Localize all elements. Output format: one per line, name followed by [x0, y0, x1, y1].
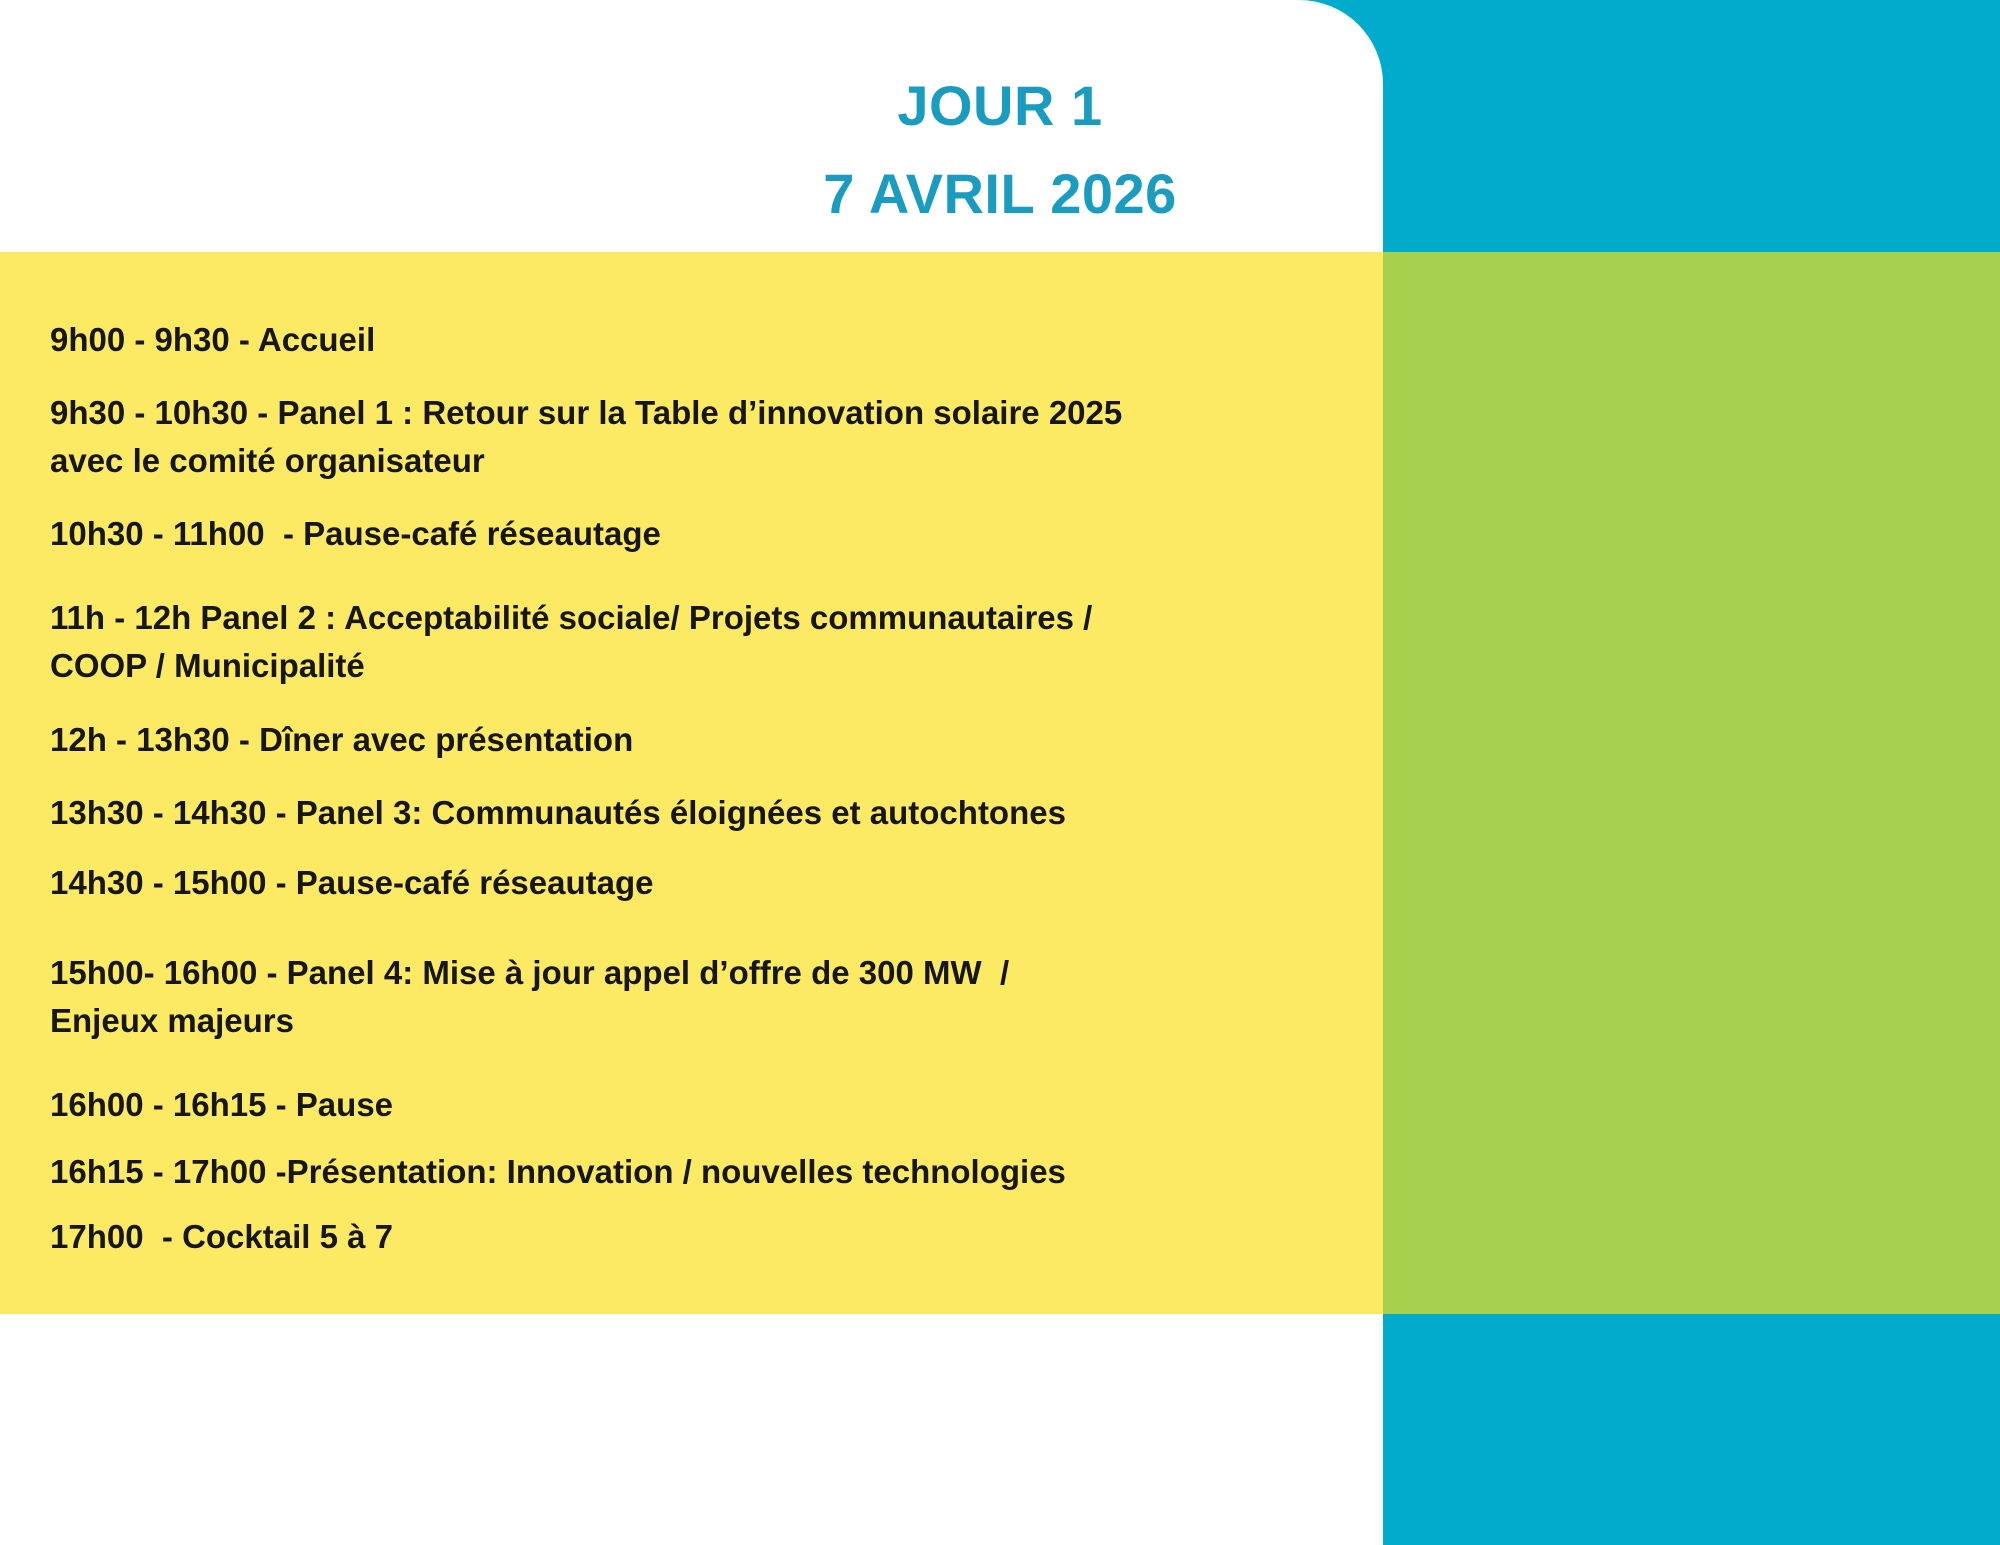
schedule-item: 14h30 - 15h00 - Pause-café réseautage: [50, 864, 654, 901]
schedule-item: 9h30 - 10h30 - Panel 1 : Retour sur la Table d’innovation solaire 2025 avec le comité organisateur: [50, 394, 1123, 479]
schedule-item: 11h - 12h Panel 2 : Acceptabilité sociale/ Projets communautaires / COOP / Municipalité: [50, 599, 1093, 684]
schedule-item: 16h15 - 17h00 -Présentation: Innovation / nouvelles technologies: [50, 1153, 1066, 1190]
schedule-item: 9h00 - 9h30 - Accueil: [50, 321, 376, 358]
schedule-item: 15h00- 16h00 - Panel 4: Mise à jour appel d’offre de 300 MW / Enjeux majeurs: [50, 954, 1010, 1039]
day-title: JOUR 1: [897, 74, 1103, 137]
schedule-item: 13h30 - 14h30 - Panel 3: Communautés éloignées et autochtones: [50, 794, 1066, 831]
green-side-block: [1383, 252, 2000, 1314]
schedule-item: 10h30 - 11h00 - Pause-café réseautage: [50, 515, 661, 552]
schedule-item: 12h - 13h30 - Dîner avec présentation: [50, 721, 634, 758]
schedule-item: 17h00 - Cocktail 5 à 7: [50, 1218, 394, 1255]
footer-area: [0, 1314, 1383, 1545]
schedule-item: 16h00 - 16h15 - Pause: [50, 1086, 394, 1123]
event-date: 7 AVRIL 2026: [823, 162, 1177, 225]
